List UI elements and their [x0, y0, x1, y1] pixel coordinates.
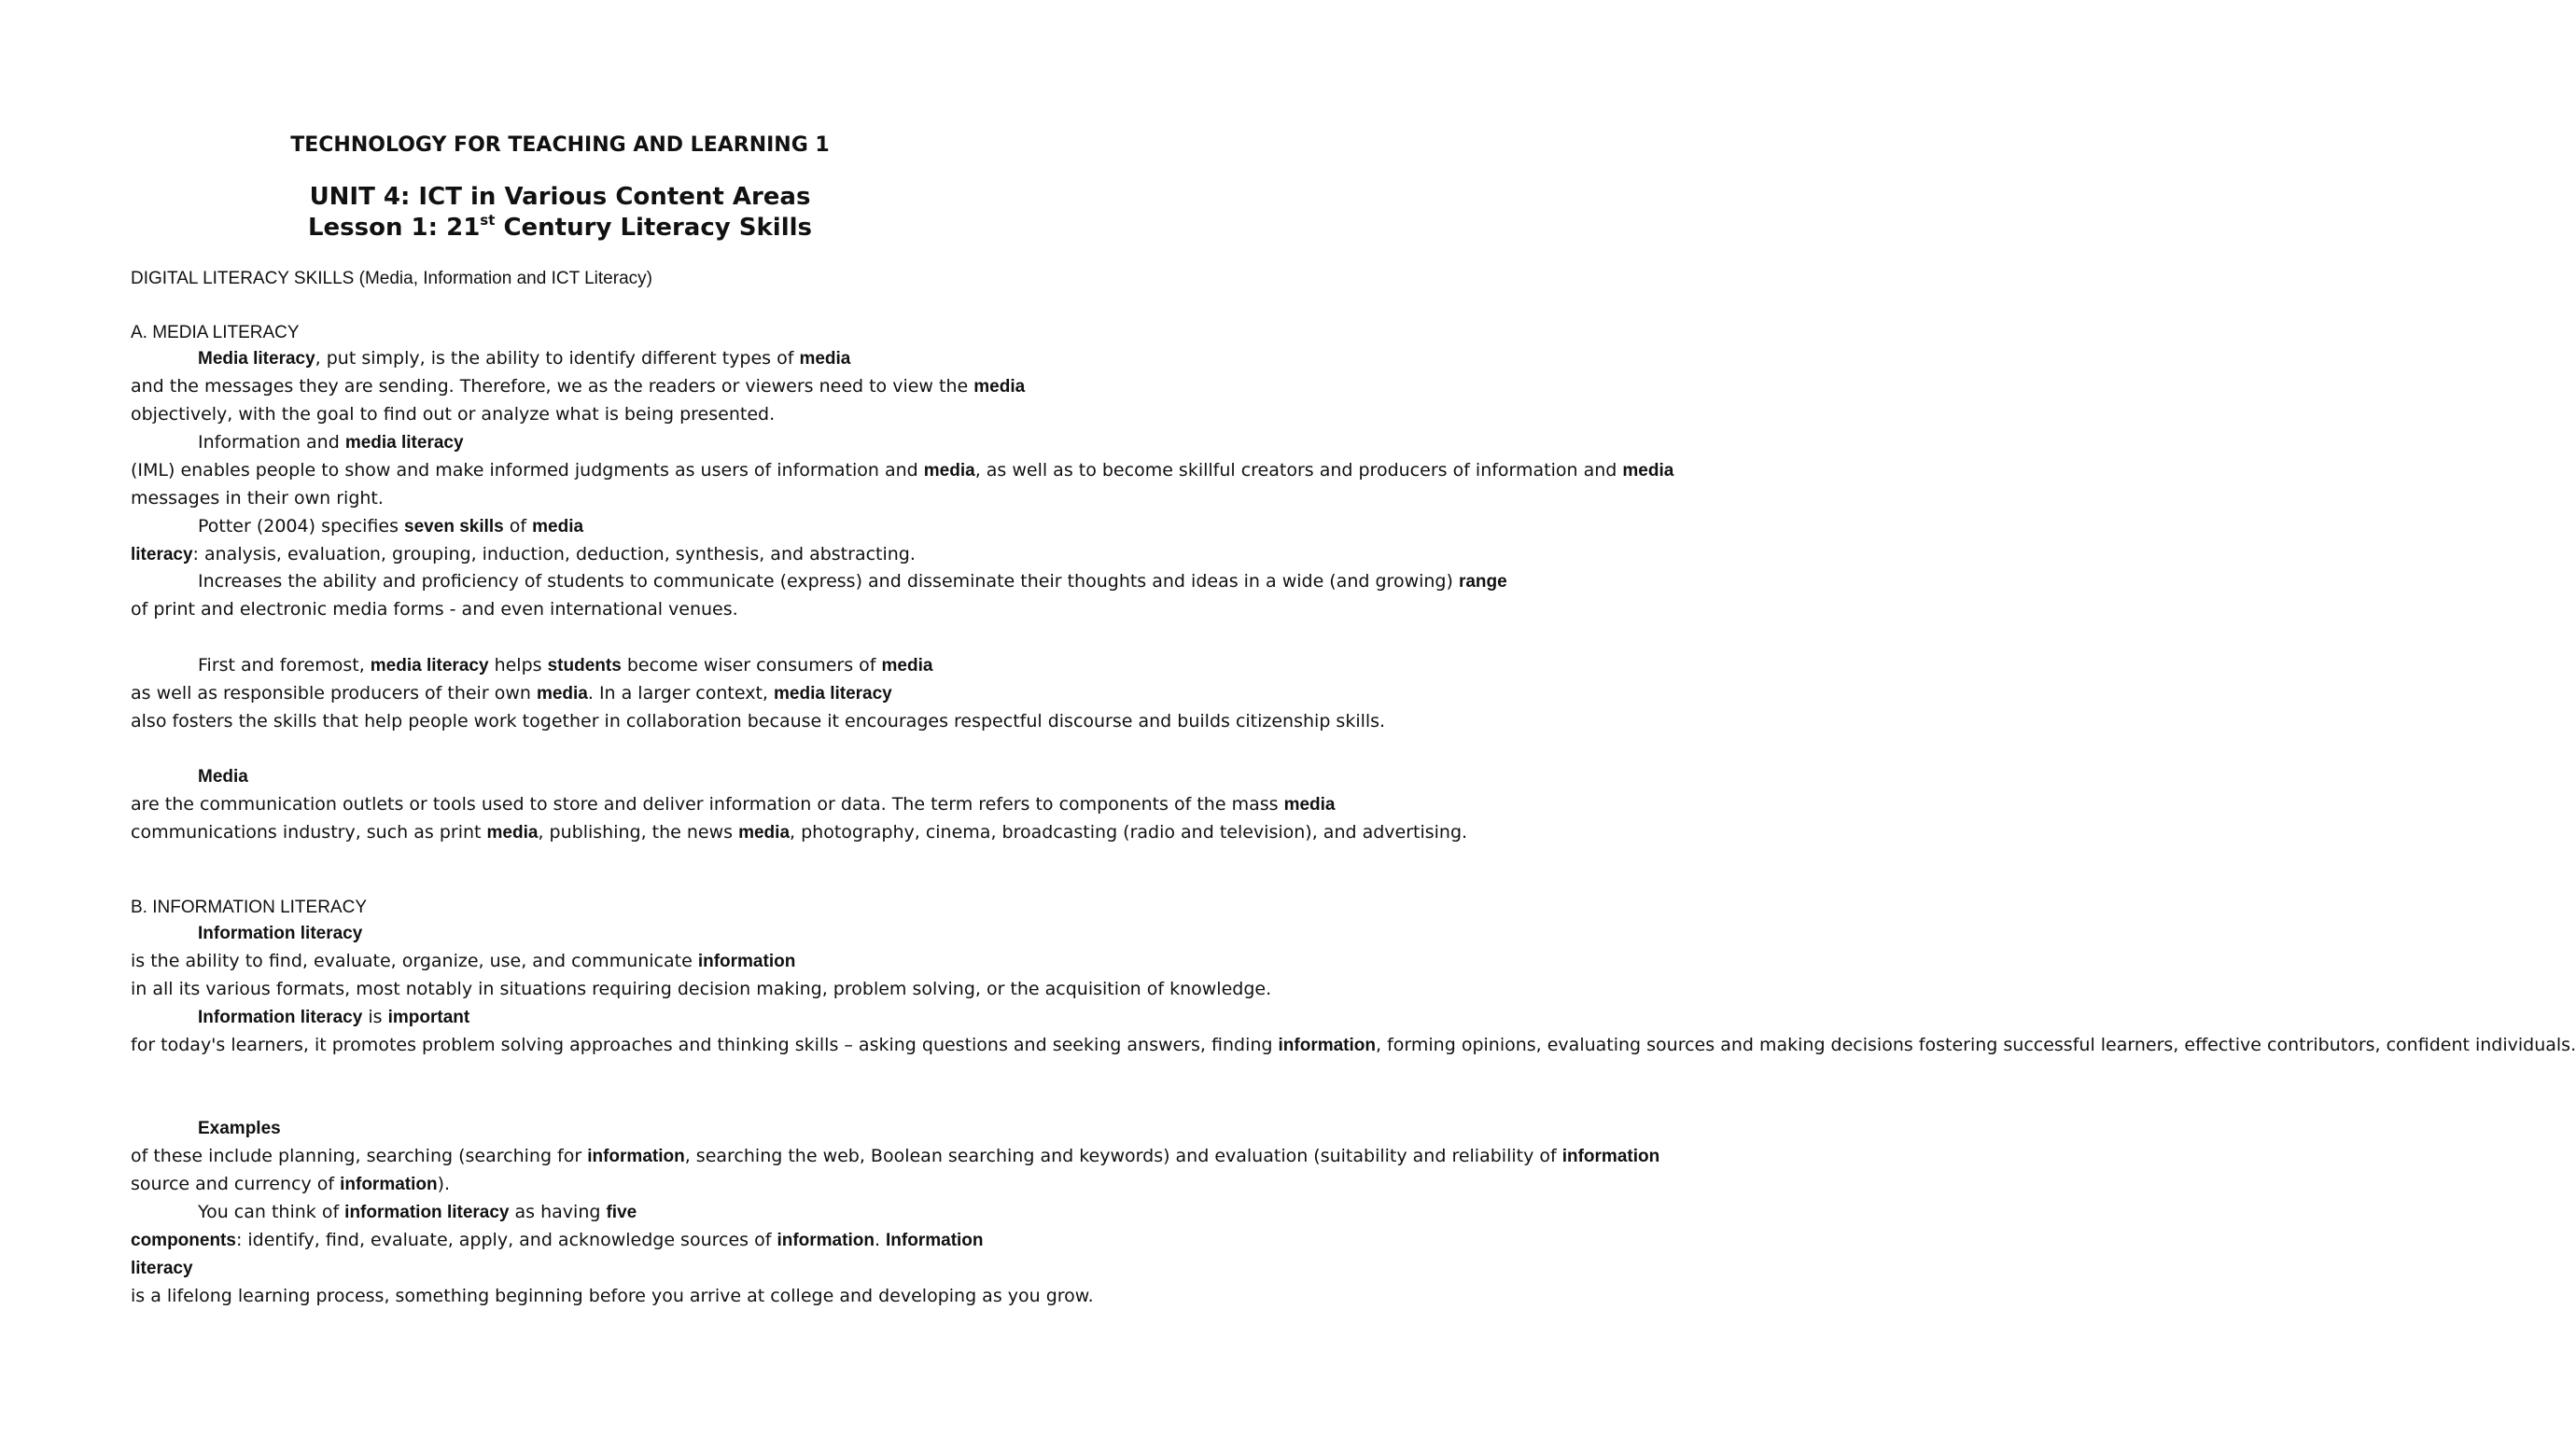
- body-text: forming opinions, evaluating sources and making decisions fostering successful learners,: [1387, 1034, 2185, 1055]
- information-literacy-heading: B. INFORMATION LITERACY: [131, 898, 368, 917]
- media-paragraph: [131, 345, 1026, 429]
- bold-term: media literacy: [370, 656, 489, 676]
- body-text: effective contributors, confident individuals.: [2184, 1034, 2576, 1055]
- bold-term: information: [587, 1146, 685, 1166]
- body-text: source and currency of: [131, 1173, 341, 1194]
- body-text: messages they are sending. Therefore, we as the readers or viewers need to view: [204, 375, 940, 397]
- bold-term: seven skills: [404, 517, 504, 536]
- body-text: of: [503, 516, 533, 536]
- bold-term: information: [1561, 1146, 1660, 1166]
- lesson-title-prefix: Lesson 1: 21: [307, 214, 481, 242]
- body-text: approaches and thinking skills – asking questions and seeking answers, finding: [569, 1034, 1279, 1055]
- information-paragraph: [131, 920, 1272, 1004]
- body-text: , searching the: [684, 1145, 823, 1166]
- digital-literacy-heading: DIGITAL LITERACY SKILLS (Media, Information and ICT Literacy): [131, 269, 652, 288]
- bold-term: media literacy: [774, 683, 892, 704]
- media-paragraph: [131, 763, 1468, 847]
- body-text: making, problem solving, or the acquisition of knowledge.: [756, 978, 1272, 999]
- body-text: web, Boolean searching and keywords) and evaluation (suitability and reliability: [822, 1145, 1540, 1166]
- body-text: as: [131, 682, 157, 704]
- body-text: in all its various formats, most notably in situations requiring decision: [131, 978, 757, 999]
- bold-term: important: [387, 1008, 470, 1027]
- body-text: data. The term refers to components of the mass: [840, 793, 1284, 815]
- body-text: , publishing, the news: [538, 821, 739, 843]
- bold-term: media: [973, 376, 1026, 397]
- body-text: ).: [437, 1173, 451, 1194]
- bold-term: media: [1283, 794, 1336, 815]
- bold-term: Media: [198, 767, 248, 787]
- body-text: of: [1539, 1145, 1562, 1166]
- body-text: , photography, cinema, broadcasting (radio and: [790, 821, 1220, 843]
- media-paragraph: [131, 513, 994, 569]
- bold-term: Information literacy: [131, 1230, 984, 1278]
- body-text: disseminate their thoughts and ideas in a wide (and growing): [906, 571, 1459, 592]
- body-text: producers of information and: [1358, 459, 1623, 481]
- body-text: communicate: [571, 950, 698, 971]
- media-literacy-heading: A. MEDIA LITERACY: [131, 323, 300, 342]
- body-text: First and foremost,: [198, 655, 371, 676]
- body-text: Potter (2004) specifies: [198, 516, 405, 536]
- information-paragraph: [131, 1199, 1094, 1311]
- body-text: of these include planning, searching (searching for: [131, 1145, 588, 1166]
- body-text: the skills that help people work together in collaboration because it encourages respectful: [238, 710, 1048, 731]
- body-text: also fosters: [131, 710, 239, 731]
- document-title: TECHNOLOGY FOR TEACHING AND LEARNING 1: [290, 133, 830, 157]
- bold-term: information: [1278, 1035, 1376, 1055]
- body-text: : analysis, evaluation, grouping,: [192, 543, 483, 564]
- body-text: messages in their own right.: [131, 487, 384, 509]
- body-text: process, something beginning before you arrive at college and developing as you grow.: [315, 1285, 1094, 1306]
- bold-term: information: [777, 1230, 875, 1250]
- body-text: for today's learners, it promotes problem solving: [131, 1034, 570, 1055]
- bold-term: media: [923, 460, 975, 481]
- body-text: , put simply, is the ability to identify different types of: [315, 348, 800, 369]
- body-text: well as responsible producers of their own: [156, 682, 537, 704]
- body-text: communications industry, such as: [131, 821, 440, 843]
- body-text: ,: [1376, 1034, 1388, 1055]
- bold-term: Media literacy: [198, 349, 315, 369]
- lesson-title-ordinal: st: [480, 212, 496, 229]
- body-text: as having: [509, 1202, 607, 1222]
- body-text: helps: [488, 655, 548, 676]
- body-text: Increases the ability and proficiency of students to communicate (express) and: [198, 571, 907, 592]
- body-text: become wiser consumers of: [621, 655, 882, 676]
- bold-term: media: [1622, 460, 1674, 481]
- body-text: are the communication outlets or tools used to store and deliver information or: [131, 793, 841, 815]
- body-text: of print and electronic: [131, 598, 333, 620]
- bold-term: Information literacy: [198, 1008, 363, 1027]
- bold-term: media: [799, 349, 851, 369]
- information-paragraph: [131, 1115, 1660, 1199]
- body-text: is a lifelong learning: [131, 1285, 316, 1306]
- bold-term: information: [697, 951, 796, 971]
- body-text: (IML) enables people to show and make informed: [131, 459, 575, 481]
- body-text: is the ability to find, evaluate, organize, use, and: [131, 950, 572, 971]
- bold-term: students: [547, 656, 622, 676]
- bold-term: media: [738, 822, 791, 843]
- body-text: : identify, find, evaluate,: [235, 1229, 459, 1250]
- body-text: apply, and acknowledge sources of: [458, 1229, 777, 1250]
- body-text: .: [874, 1229, 887, 1250]
- body-text: media forms - and even international venues.: [332, 598, 738, 620]
- body-text: You can think of: [198, 1202, 345, 1222]
- bold-term: information literacy: [344, 1203, 510, 1222]
- bold-term: Information literacy: [198, 924, 363, 943]
- body-text: print: [439, 821, 487, 843]
- lesson-title: [0, 214, 1120, 242]
- media-paragraph: [131, 652, 1386, 736]
- body-text: television), and advertising.: [1219, 821, 1468, 843]
- bold-term: media: [881, 656, 933, 676]
- body-text: , as well as to become skillful creators and: [974, 459, 1359, 481]
- media-paragraph: [131, 429, 1674, 513]
- body-text: discourse and builds citizenship skills.: [1047, 710, 1386, 731]
- body-text: Information and: [198, 432, 345, 453]
- lesson-title-suffix: Century Literacy Skills: [495, 214, 812, 242]
- bold-term: information: [340, 1174, 438, 1194]
- media-paragraph: [131, 568, 1507, 624]
- information-paragraph: [131, 1004, 2576, 1060]
- bold-term: Examples: [198, 1119, 281, 1138]
- body-text: objectively, with the goal to find out or analyze what is being presented.: [131, 403, 776, 425]
- body-text: is: [362, 1007, 388, 1027]
- bold-term: media literacy: [131, 517, 584, 564]
- unit-title: UNIT 4: ICT in Various Content Areas: [309, 183, 811, 211]
- body-text: the: [939, 375, 974, 397]
- body-text: judgments as users of information and: [574, 459, 924, 481]
- bold-term: range: [1458, 572, 1507, 592]
- body-text: and the: [131, 375, 205, 397]
- bold-term: five components: [131, 1203, 637, 1250]
- bold-term: media: [486, 822, 539, 843]
- bold-term: media literacy: [344, 433, 464, 453]
- body-text: induction, deduction, synthesis, and abstracting.: [482, 543, 916, 564]
- bold-term: media: [536, 683, 588, 704]
- body-text: . In a larger context,: [587, 682, 774, 704]
